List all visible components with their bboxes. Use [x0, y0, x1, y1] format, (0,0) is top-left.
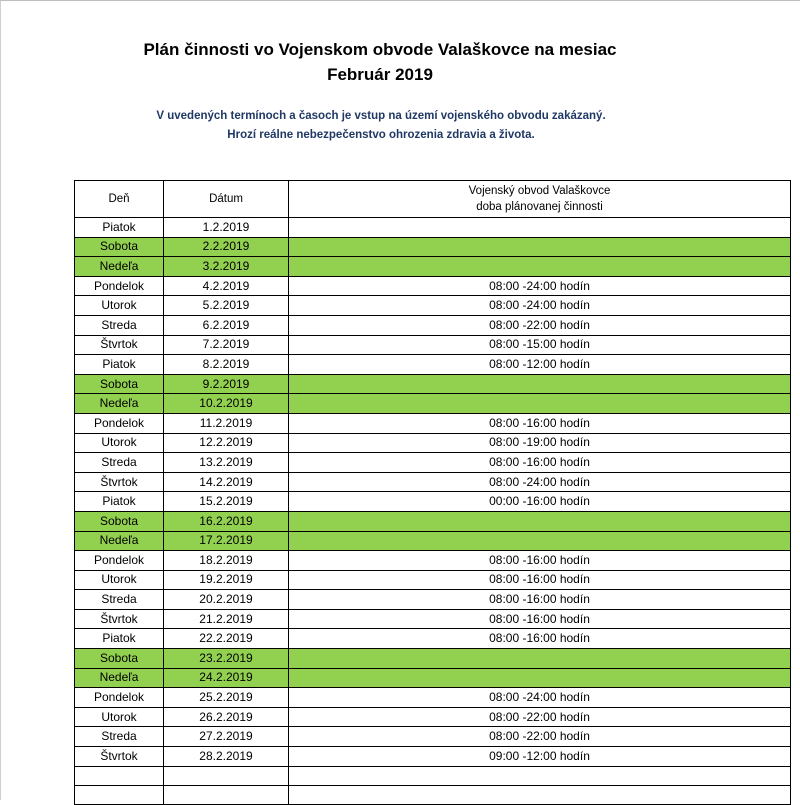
day-cell: Streda: [75, 727, 164, 747]
day-cell: Piatok: [75, 492, 164, 512]
table-row: [75, 511, 791, 531]
table-row: [75, 531, 791, 551]
table-row: [75, 727, 791, 747]
day-cell: Pondelok: [75, 551, 164, 571]
table-row: [75, 609, 791, 629]
date-cell: 1.2.2019: [164, 218, 289, 238]
date-cell: 28.2.2019: [164, 747, 289, 767]
activity-time-cell: [289, 218, 791, 238]
activity-time-cell: 08:00 -16:00 hodín: [289, 551, 791, 571]
date-cell: 10.2.2019: [164, 394, 289, 414]
activity-time-cell: [289, 374, 791, 394]
table-row: [75, 355, 791, 375]
date-cell: [164, 785, 289, 804]
activity-time-cell: [289, 668, 791, 688]
activity-time-cell: 08:00 -24:00 hodín: [289, 688, 791, 708]
date-cell: 16.2.2019: [164, 511, 289, 531]
activity-time-cell: 08:00 -16:00 hodín: [289, 590, 791, 610]
column-header-activity-line-1: Vojenský obvod Valaškovce: [468, 185, 611, 197]
date-cell: 11.2.2019: [164, 413, 289, 433]
document-subtitle-month: Február 2019: [327, 65, 433, 84]
day-cell: Piatok: [75, 355, 164, 375]
day-cell: Utorok: [75, 570, 164, 590]
date-cell: 5.2.2019: [164, 296, 289, 316]
table-row: [75, 629, 791, 649]
table-row: [75, 237, 791, 257]
day-cell: Pondelok: [75, 688, 164, 708]
table-header-row: [75, 181, 791, 218]
table-row: [75, 335, 791, 355]
day-cell: Utorok: [75, 296, 164, 316]
activity-time-cell: 08:00 -24:00 hodín: [289, 472, 791, 492]
date-cell: 15.2.2019: [164, 492, 289, 512]
table-row: [75, 374, 791, 394]
day-cell: Piatok: [75, 218, 164, 238]
date-cell: 26.2.2019: [164, 707, 289, 727]
date-cell: 6.2.2019: [164, 315, 289, 335]
table-row: [75, 707, 791, 727]
date-cell: 22.2.2019: [164, 629, 289, 649]
activity-time-cell: [289, 649, 791, 669]
day-cell: Štvrtok: [75, 609, 164, 629]
activity-time-cell: [289, 785, 791, 804]
date-cell: [164, 766, 289, 785]
activity-time-cell: 08:00 -24:00 hodín: [289, 276, 791, 296]
day-cell: Nedeľa: [75, 668, 164, 688]
date-cell: 25.2.2019: [164, 688, 289, 708]
table-body: [75, 218, 791, 805]
day-cell: Pondelok: [75, 413, 164, 433]
table-row: [75, 276, 791, 296]
day-cell: Sobota: [75, 649, 164, 669]
table-row: [75, 766, 791, 785]
table-row: [75, 747, 791, 767]
activity-schedule-table: [74, 180, 791, 805]
table-row: [75, 785, 791, 804]
table-row: [75, 315, 791, 335]
table-row: [75, 688, 791, 708]
day-cell: Streda: [75, 590, 164, 610]
activity-time-cell: 08:00 -24:00 hodín: [289, 296, 791, 316]
table-row: [75, 433, 791, 453]
table-row: [75, 570, 791, 590]
date-cell: 14.2.2019: [164, 472, 289, 492]
date-cell: 8.2.2019: [164, 355, 289, 375]
day-cell: Sobota: [75, 374, 164, 394]
date-cell: 19.2.2019: [164, 570, 289, 590]
activity-time-cell: 08:00 -22:00 hodín: [289, 707, 791, 727]
table-row: [75, 218, 791, 238]
date-cell: 12.2.2019: [164, 433, 289, 453]
column-header-date: Dátum: [164, 181, 289, 218]
table-row: [75, 394, 791, 414]
table-row: [75, 296, 791, 316]
date-cell: 13.2.2019: [164, 453, 289, 473]
date-cell: 2.2.2019: [164, 237, 289, 257]
column-header-activity-line-2: doba plánovanej činnosti: [476, 201, 603, 213]
day-cell: Piatok: [75, 629, 164, 649]
activity-time-cell: 08:00 -16:00 hodín: [289, 570, 791, 590]
table-row: [75, 590, 791, 610]
date-cell: 24.2.2019: [164, 668, 289, 688]
document-title: Plán činnosti vo Vojenskom obvode Valaškovce na mesiac: [143, 40, 617, 59]
activity-time-cell: 08:00 -16:00 hodín: [289, 609, 791, 629]
activity-time-cell: 08:00 -12:00 hodín: [289, 355, 791, 375]
table-row: [75, 668, 791, 688]
table-row: [75, 413, 791, 433]
warning-notice-line-2: Hrozí reálne nebezpečenstvo ohrozenia zdravia a života.: [227, 129, 535, 141]
column-header-activity-time: [289, 181, 791, 218]
table-row: [75, 551, 791, 571]
warning-notice-line-1: V uvedených termínoch a časoch je vstup na území vojenského obvodu zakázaný.: [156, 110, 606, 122]
activity-time-cell: [289, 511, 791, 531]
day-cell: Utorok: [75, 707, 164, 727]
table-row: [75, 257, 791, 277]
date-cell: 17.2.2019: [164, 531, 289, 551]
date-cell: 7.2.2019: [164, 335, 289, 355]
day-cell: Sobota: [75, 511, 164, 531]
activity-time-cell: 00:00 -16:00 hodín: [289, 492, 791, 512]
day-cell: Nedeľa: [75, 531, 164, 551]
date-cell: 20.2.2019: [164, 590, 289, 610]
date-cell: 23.2.2019: [164, 649, 289, 669]
day-cell: Štvrtok: [75, 335, 164, 355]
activity-time-cell: 08:00 -16:00 hodín: [289, 453, 791, 473]
day-cell: Pondelok: [75, 276, 164, 296]
table-row: [75, 492, 791, 512]
activity-time-cell: 08:00 -22:00 hodín: [289, 315, 791, 335]
table-row: [75, 472, 791, 492]
day-cell: Utorok: [75, 433, 164, 453]
date-cell: 4.2.2019: [164, 276, 289, 296]
activity-time-cell: [289, 531, 791, 551]
activity-time-cell: [289, 237, 791, 257]
day-cell: Nedeľa: [75, 394, 164, 414]
activity-time-cell: 08:00 -16:00 hodín: [289, 413, 791, 433]
column-header-day: Deň: [75, 181, 164, 218]
activity-time-cell: 08:00 -16:00 hodín: [289, 629, 791, 649]
day-cell: Štvrtok: [75, 472, 164, 492]
date-cell: 18.2.2019: [164, 551, 289, 571]
date-cell: 9.2.2019: [164, 374, 289, 394]
activity-time-cell: [289, 257, 791, 277]
activity-time-cell: 08:00 -15:00 hodín: [289, 335, 791, 355]
date-cell: 27.2.2019: [164, 727, 289, 747]
day-cell: [75, 766, 164, 785]
table-row: [75, 649, 791, 669]
day-cell: [75, 785, 164, 804]
table-row: [75, 453, 791, 473]
activity-time-cell: [289, 766, 791, 785]
date-cell: 21.2.2019: [164, 609, 289, 629]
day-cell: Streda: [75, 315, 164, 335]
date-cell: 3.2.2019: [164, 257, 289, 277]
activity-time-cell: 08:00 -19:00 hodín: [289, 433, 791, 453]
day-cell: Sobota: [75, 237, 164, 257]
day-cell: Štvrtok: [75, 747, 164, 767]
day-cell: Nedeľa: [75, 257, 164, 277]
activity-time-cell: 08:00 -22:00 hodín: [289, 727, 791, 747]
day-cell: Streda: [75, 453, 164, 473]
activity-time-cell: 09:00 -12:00 hodín: [289, 747, 791, 767]
activity-time-cell: [289, 394, 791, 414]
